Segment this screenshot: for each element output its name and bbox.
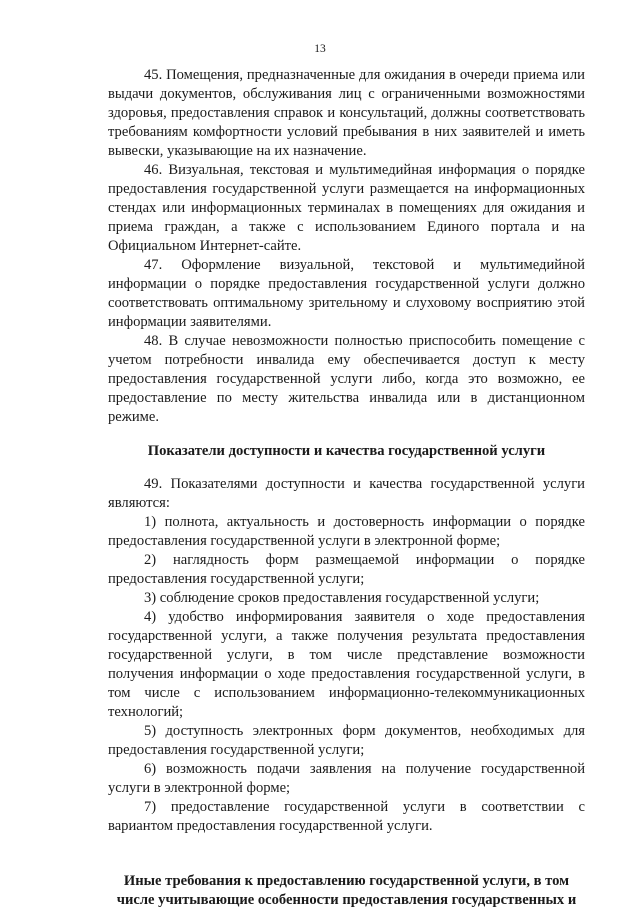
paragraph-45: 45. Помещения, предназначенные для ожидания в очереди приема или выдачи документов, обслуживания лиц с ограниченными возможностями здоровья, предоставления справок и консультаций, должны соответствовать требованиям комфортности условий пребывания в них заявителей и иметь вывески, указывающие на их назначение. bbox=[108, 67, 585, 159]
list-item-7: 7) предоставление государственной услуги в соответствии с вариантом предоставления государственной услуги. bbox=[108, 799, 585, 834]
paragraph-48: 48. В случае невозможности полностью приспособить помещение с учетом потребности инвалида ему обеспечивается доступ к месту предоставления государственной услуги либо, когда это возможно, ее предоставление по месту жительства инвалида или в дистанционном режиме. bbox=[108, 333, 585, 425]
list-item-4: 4) удобство информирования заявителя о ходе предоставления государственной услуги, а также получения результата предоставления государственной услуги, в том числе представление возможности получения информации о ходе предоставления государственной услуги, в том числе с использованием информационно-телекоммуникационных технологий; bbox=[108, 609, 585, 720]
heading-line-2: числе учитывающие особенности предоставления государственных и bbox=[116, 892, 577, 908]
list-item-2: 2) наглядность форм размещаемой информации о порядке предоставления государственной услуги; bbox=[108, 552, 585, 587]
section-heading-other-requirements bbox=[108, 872, 585, 910]
section-heading-accessibility: Показатели доступности и качества государственной услуги bbox=[147, 443, 546, 459]
heading-line-1: Иные требования к предоставлению государственной услуги, в том bbox=[123, 873, 570, 889]
paragraph-47: 47. Оформление визуальной, текстовой и мультимедийной информации о порядке предоставления государственной услуги должно соответствовать оптимальному зрительному и слуховому восприятию этой информации заявителями. bbox=[108, 257, 585, 330]
paragraph-49: 49. Показателями доступности и качества государственной услуги являются: bbox=[108, 476, 585, 511]
document-body bbox=[108, 66, 585, 910]
list-item-3: 3) соблюдение сроков предоставления государственной услуги; bbox=[144, 590, 540, 606]
list-item-6: 6) возможность подачи заявления на получение государственной услуги в электронной форме; bbox=[108, 761, 585, 796]
list-item-1: 1) полнота, актуальность и достоверность информации о порядке предоставления государственной услуги в электронной форме; bbox=[108, 514, 585, 549]
page-number: 13 bbox=[314, 43, 326, 55]
paragraph-46: 46. Визуальная, текстовая и мультимедийная информация о порядке предоставления государственной услуги размещается на информационных стендах или информационных терминалах в помещениях для ожидания и приема граждан, а также с использованием Единого портала и на Официальном Интернет-сайте. bbox=[108, 162, 585, 254]
list-item-5: 5) доступность электронных форм документов, необходимых для предоставления государственной услуги; bbox=[108, 723, 585, 758]
